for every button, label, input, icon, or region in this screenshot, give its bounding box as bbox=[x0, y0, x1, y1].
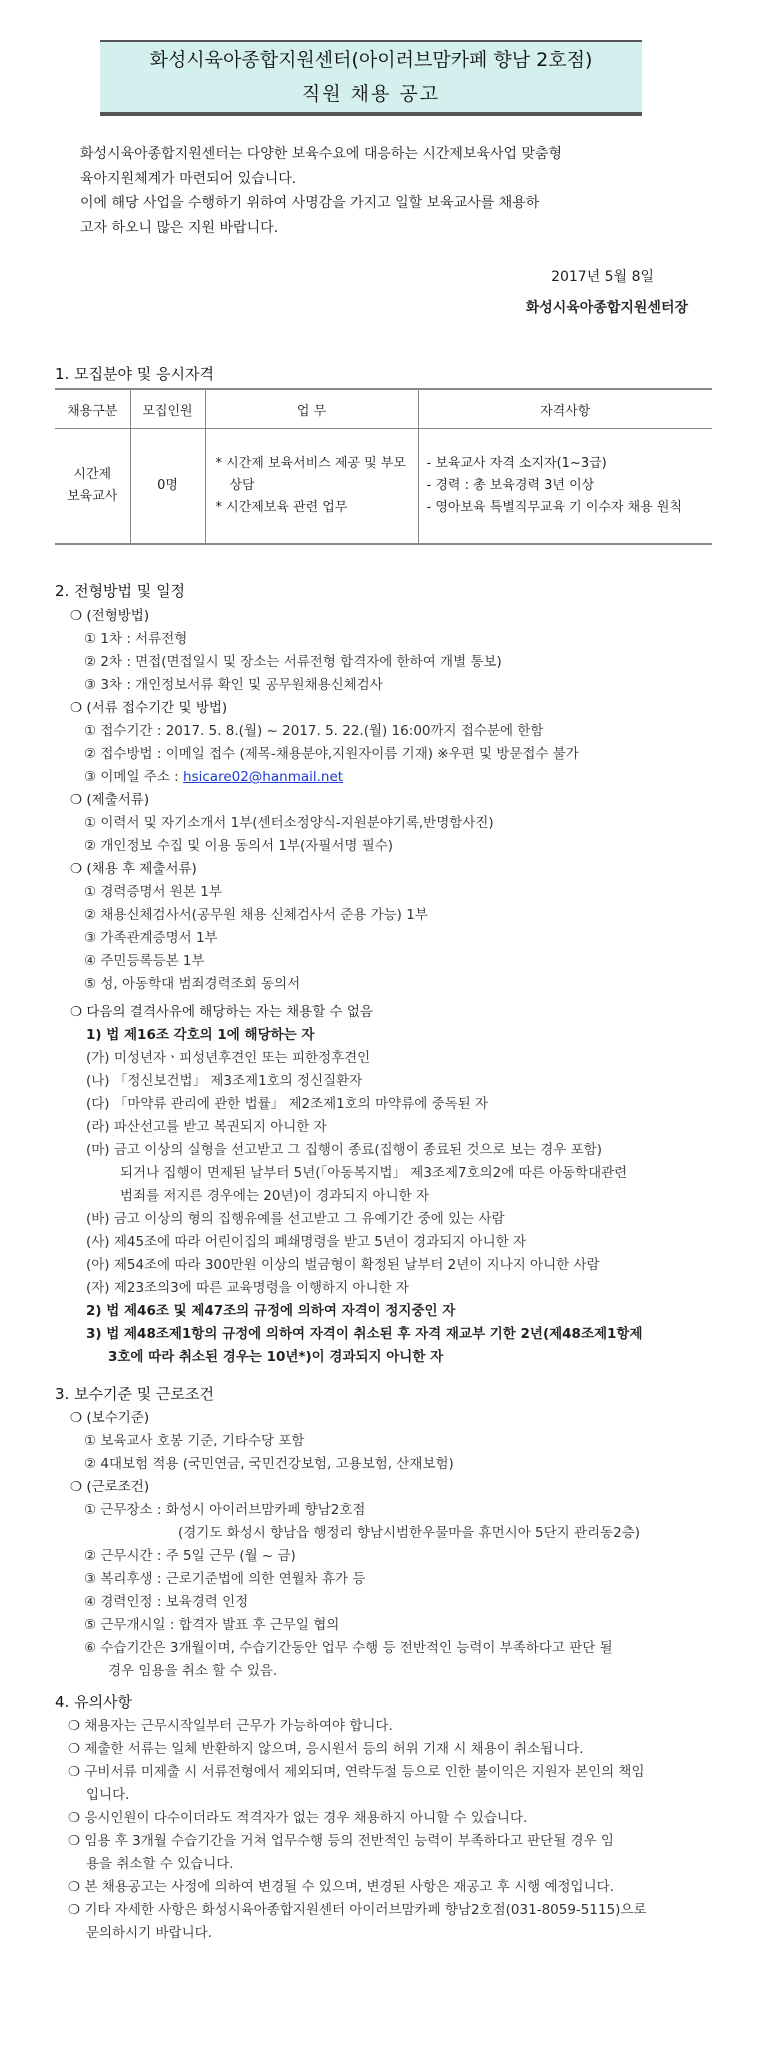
list-item-continuation: 범죄를 저지른 경우에는 20년)이 경과되지 아니한 자 bbox=[120, 1188, 430, 1204]
note-item: ❍ 본 채용공고는 사정에 의하여 변경될 수 있으며, 변경된 사항은 재공고 후 시행 예정입니다. bbox=[68, 1879, 614, 1895]
table-cell-type bbox=[55, 429, 130, 545]
table-cell-qualifications bbox=[418, 429, 712, 545]
post-hire-docs-title: ❍ (채용 후 제출서류) bbox=[70, 861, 197, 877]
note-continuation: 문의하시기 바랍니다. bbox=[86, 1925, 212, 1941]
list-item: ② 채용신체검사서(공무원 채용 신체검사서 준용 가능) 1부 bbox=[84, 907, 428, 923]
working-conditions-title: ❍ (근로조건) bbox=[70, 1479, 150, 1495]
email-link[interactable]: hsicare02@hanmail.net bbox=[183, 769, 344, 785]
note-item: ❍ 구비서류 미제출 시 서류전형에서 제외되며, 연락두절 등으로 인한 불이익은 지원자 본인의 책임 bbox=[68, 1764, 645, 1780]
submission-docs-title: ❍ (제출서류) bbox=[70, 792, 150, 808]
disqualification-rule: 1) 법 제16조 각호의 1에 해당하는 자 bbox=[86, 1027, 315, 1043]
list-item: ⑤ 근무개시일 : 합격자 발표 후 근무일 협의 bbox=[84, 1617, 340, 1633]
list-item: (마) 금고 이상의 실형을 선고받고 그 집행이 종료(집행이 종료된 것으로 보는 경우 포함) bbox=[86, 1142, 602, 1158]
table-header: 업 무 bbox=[205, 389, 418, 429]
list-item-continuation: 경우 임용을 취소 할 수 있음. bbox=[108, 1663, 278, 1679]
list-item: (사) 제45조에 따라 어린이집의 폐쇄명령을 받고 5년이 경과되지 아니한 자 bbox=[86, 1234, 527, 1250]
list-item: ① 근무장소 : 화성시 아이러브맘카페 향남2호점 bbox=[84, 1502, 366, 1518]
type-line: 시간제 bbox=[73, 467, 112, 482]
duty-item: * 시간제 보육서비스 제공 및 부모상담 bbox=[215, 456, 406, 493]
list-item: ④ 주민등록등본 1부 bbox=[84, 953, 205, 969]
table-cell-duties bbox=[205, 429, 418, 545]
list-item: ① 보육교사 호봉 기준, 기타수당 포함 bbox=[84, 1433, 305, 1449]
note-continuation: 용을 취소할 수 있습니다. bbox=[86, 1856, 234, 1872]
recruitment-table bbox=[55, 388, 712, 545]
issuer-name: 화성시육아종합지원센터장 bbox=[525, 300, 688, 316]
list-item: (라) 파산선고를 받고 복권되지 아니한 자 bbox=[86, 1119, 327, 1135]
email-item bbox=[84, 765, 343, 785]
table-header: 채용구분 bbox=[55, 389, 130, 429]
list-item: ⑤ 성, 아동학대 범죄경력조회 동의서 bbox=[84, 976, 301, 992]
list-item: ② 접수방법 : 이메일 접수 (제목-채용분야,지원자이름 기재) ※우편 및 방문접수 불가 bbox=[84, 746, 579, 762]
type-line: 보육교사 bbox=[67, 489, 118, 504]
list-item: ① 이력서 및 자기소개서 1부(센터소정양식-지원분야기록,반명함사진) bbox=[84, 815, 494, 831]
list-item: ② 4대보험 적용 (국민연금, 국민건강보험, 고용보험, 산재보험) bbox=[84, 1456, 454, 1472]
list-item: (바) 금고 이상의 형의 집행유예를 선고받고 그 유예기간 중에 있는 사람 bbox=[86, 1211, 505, 1227]
list-item: (다) 「마약류 관리에 관한 법률」 제2조제1호의 마약류에 중독된 자 bbox=[86, 1096, 489, 1112]
list-item: ③ 가족관계증명서 1부 bbox=[84, 930, 218, 946]
section-1-heading: 1. 모집분야 및 응시자격 bbox=[55, 365, 215, 383]
title-line-1: 화성시육아종합지원센터(아이러브맘카페 향남 2호점) bbox=[149, 49, 593, 71]
title-line-2: 직원 채용 공고 bbox=[301, 83, 441, 105]
list-item: (자) 제23조의3에 따른 교육명령을 이행하지 아니한 자 bbox=[86, 1280, 409, 1296]
intro-line: 화성시육아종합지원센터는 다양한 보육수요에 대응하는 시간제보육사업 맞춤형 bbox=[80, 146, 563, 162]
notice-date: 2017년 5월 8일 bbox=[551, 269, 654, 285]
section-3-heading: 3. 보수기준 및 근로조건 bbox=[55, 1385, 215, 1403]
note-item: ❍ 임용 후 3개월 수습기간을 거쳐 업무수행 등의 전반적인 능력이 부족하다고 판단될 경우 임 bbox=[68, 1833, 614, 1849]
note-item: ❍ 기타 자세한 사항은 화성시육아종합지원센터 아이러브맘카페 향남2호점(031-8059-5115)으로 bbox=[68, 1902, 647, 1918]
list-item-continuation: 되거나 집행이 면제된 날부터 5년(「아동복지법」 제3조제7호의2에 따른 아동학대관련 bbox=[120, 1165, 628, 1181]
list-item: (아) 제54조에 따라 300만원 이상의 벌금형이 확정된 날부터 2년이 지나지 아니한 사람 bbox=[86, 1257, 600, 1273]
pay-standard-title: ❍ (보수기준) bbox=[70, 1410, 150, 1426]
intro-line: 고자 하오니 많은 지원 바랍니다. bbox=[80, 219, 279, 236]
table-header-row bbox=[55, 389, 712, 429]
list-item: ② 2차 : 면접(면접일시 및 장소는 서류전형 합격자에 한하여 개별 통보) bbox=[84, 654, 502, 670]
list-item: ① 접수기간 : 2017. 5. 8.(월) ~ 2017. 5. 22.(월) 16:00까지 접수분에 한함 bbox=[84, 723, 544, 739]
list-item: ③ 복리후생 : 근로기준법에 의한 연월차 휴가 등 bbox=[84, 1571, 366, 1587]
qualification-item: - 경력 : 총 보육경력 3년 이상 bbox=[426, 478, 595, 493]
table-header: 모집인원 bbox=[130, 389, 205, 429]
title-banner bbox=[100, 40, 642, 116]
list-item: ② 개인정보 수집 및 이용 동의서 1부(자필서명 필수) bbox=[84, 838, 394, 854]
disqualification-rule-continuation: 3호에 따라 취소된 경우는 10년*)이 경과되지 아니한 자 bbox=[108, 1349, 444, 1365]
application-period-title: ❍ (서류 접수기간 및 방법) bbox=[70, 700, 228, 716]
list-item: ⑥ 수습기간은 3개월이며, 수습기간동안 업무 수행 등 전반적인 능력이 부족하다고 판단 될 bbox=[84, 1640, 613, 1656]
section-2-heading: 2. 전형방법 및 일정 bbox=[55, 582, 186, 600]
table-row bbox=[55, 429, 712, 545]
selection-method-title: ❍ (전형방법) bbox=[70, 608, 150, 624]
list-item: ③ 3차 : 개인정보서류 확인 및 공무원채용신체검사 bbox=[84, 677, 383, 693]
email-label: ③ 이메일 주소 : bbox=[84, 769, 184, 785]
intro-line: 이에 해당 사업을 수행하기 위하여 사명감을 가지고 일할 보육교사를 채용하 bbox=[80, 195, 540, 211]
table-header: 자격사항 bbox=[418, 389, 712, 429]
qualification-item: - 보육교사 자격 소지자(1~3급) bbox=[426, 456, 607, 471]
list-item: ④ 경력인정 : 보육경력 인정 bbox=[84, 1594, 249, 1610]
table-cell-count: 0명 bbox=[130, 429, 205, 545]
intro-line: 육아지원체계가 마련되어 있습니다. bbox=[80, 170, 297, 187]
note-item: ❍ 제출한 서류는 일체 반환하지 않으며, 응시원서 등의 허위 기재 시 채용이 취소됩니다. bbox=[68, 1741, 584, 1757]
list-item: (가) 미성년자ㆍ피성년후견인 또는 피한정후견인 bbox=[86, 1050, 371, 1066]
note-item: ❍ 응시인원이 다수이더라도 적격자가 없는 경우 채용하지 아니할 수 있습니다. bbox=[68, 1810, 528, 1826]
intro-paragraph bbox=[80, 142, 680, 240]
qualification-item: - 영아보육 특별직무교육 기 이수자 채용 원칙 bbox=[426, 500, 683, 515]
section-4-heading: 4. 유의사항 bbox=[55, 1693, 133, 1711]
note-continuation: 입니다. bbox=[86, 1787, 130, 1803]
list-item: ② 근무시간 : 주 5일 근무 (월 ~ 금) bbox=[84, 1548, 296, 1564]
list-item: (나) 「정신보건법」 제3조제1호의 정신질환자 bbox=[86, 1073, 363, 1089]
duty-item: * 시간제보육 관련 업무 bbox=[215, 500, 348, 515]
note-item: ❍ 채용자는 근무시작일부터 근무가 가능하여야 합니다. bbox=[68, 1718, 393, 1734]
disqualification-rule: 2) 법 제46조 및 제47조의 규정에 의하여 자격이 정지중인 자 bbox=[86, 1303, 456, 1319]
disqualification-title: ❍ 다음의 결격사유에 해당하는 자는 채용할 수 없음 bbox=[70, 1004, 373, 1020]
list-item-continuation: (경기도 화성시 향남읍 행정리 향남시범한우물마을 휴먼시아 5단지 관리동2층) bbox=[178, 1525, 641, 1541]
disqualification-rule: 3) 법 제48조제1항의 규정에 의하여 자격이 취소된 후 자격 재교부 기한 2년(제48조제1항제 bbox=[86, 1326, 643, 1342]
list-item: ① 1차 : 서류전형 bbox=[84, 631, 188, 647]
list-item: ① 경력증명서 원본 1부 bbox=[84, 884, 222, 900]
